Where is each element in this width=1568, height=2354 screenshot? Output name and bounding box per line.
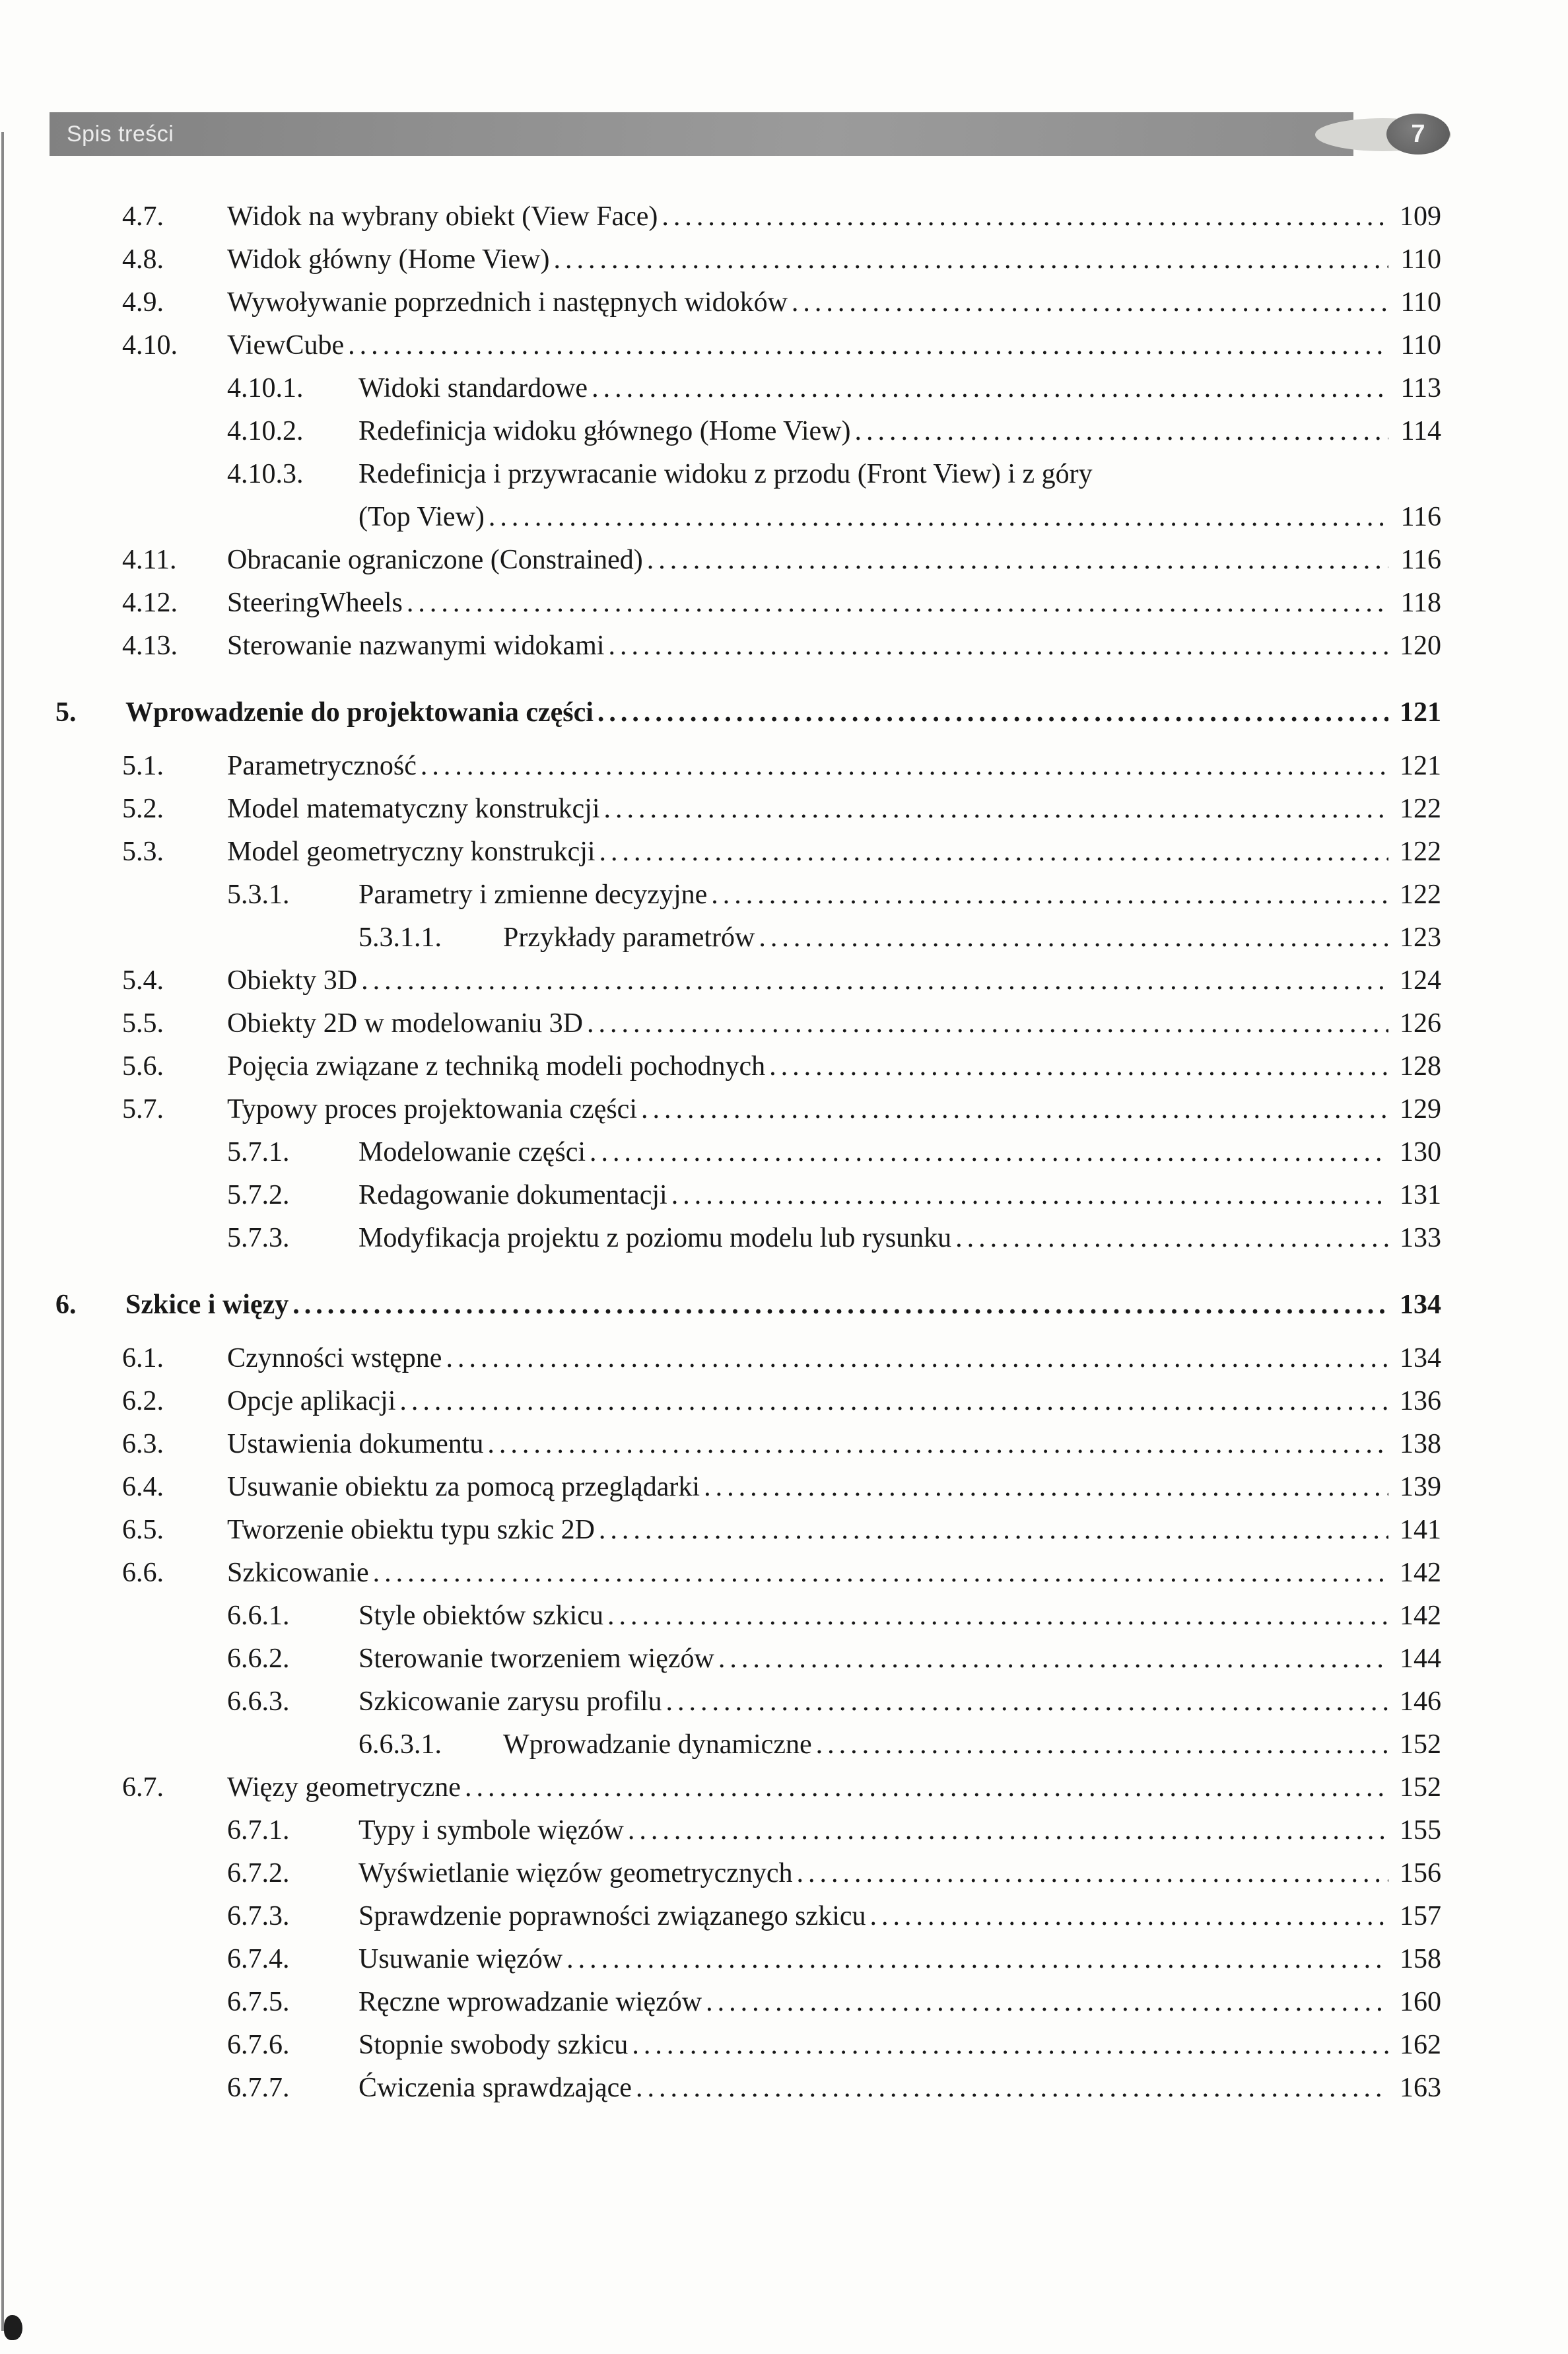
- toc-entry-title: Typy i symbole więzów: [358, 1815, 624, 1846]
- toc-row: [0, 1938, 1441, 1981]
- toc-row: [0, 1131, 1441, 1174]
- toc-entry-title: Wyświetlanie więzów geometrycznych: [358, 1858, 793, 1888]
- toc-entry-number: 6.6.2.: [227, 1644, 290, 1674]
- toc-entry-number: 6.7.1.: [227, 1815, 290, 1846]
- toc-entry-title: Obracanie ograniczone (Constrained): [227, 545, 643, 575]
- toc-leader-dots: [566, 1938, 1388, 1981]
- toc-leader-dots: [816, 1723, 1388, 1766]
- toc-leader-dots: [446, 1337, 1388, 1380]
- toc-leader-dots: [628, 1809, 1388, 1852]
- toc-list: [0, 195, 1568, 2110]
- toc-leader-dots: [597, 691, 1388, 734]
- toc-entry-title: Wprowadzanie dynamiczne: [503, 1729, 812, 1760]
- toc-entry-number: 6.: [55, 1290, 77, 1320]
- toc-entry-number: 4.10.3.: [227, 459, 304, 489]
- toc-entry-page: 122: [1400, 837, 1441, 867]
- toc-entry-page: 136: [1400, 1386, 1441, 1416]
- toc-leader-dots: [647, 539, 1388, 582]
- toc-entry-title: Sterowanie tworzeniem więzów: [358, 1644, 714, 1674]
- toc-entry-number: 4.10.: [122, 330, 178, 361]
- toc-entry-title: Parametry i zmienne decyzyjne: [358, 880, 708, 910]
- toc-leader-dots: [604, 788, 1388, 831]
- toc-leader-dots: [870, 1895, 1388, 1938]
- toc-row: [0, 917, 1441, 959]
- toc-entry-number: 6.4.: [122, 1472, 164, 1502]
- toc-row: [0, 1423, 1441, 1466]
- toc-row: [0, 1552, 1441, 1595]
- toc-leader-dots: [632, 2024, 1388, 2067]
- toc-entry-number: 4.12.: [122, 588, 178, 618]
- toc-row: [0, 410, 1441, 453]
- toc-entry-page: 152: [1400, 1772, 1441, 1803]
- toc-entry-number: 5.7.2.: [227, 1180, 290, 1210]
- toc-entry-page: 120: [1400, 631, 1441, 661]
- toc-row: [0, 874, 1441, 917]
- toc-leader-dots: [348, 324, 1388, 367]
- toc-entry-page: 155: [1400, 1815, 1441, 1846]
- toc-leader-dots: [607, 1595, 1388, 1638]
- toc-entry-number: 4.8.: [122, 244, 164, 275]
- toc-leader-dots: [592, 367, 1388, 410]
- toc-entry-number: 6.6.1.: [227, 1601, 290, 1631]
- toc-entry-title: Tworzenie obiektu typu szkic 2D: [227, 1515, 595, 1545]
- toc-leader-dots: [706, 1981, 1388, 2024]
- toc-entry-title: Szkicowanie: [227, 1558, 369, 1588]
- toc-row: [0, 2024, 1441, 2067]
- toc-row: [0, 788, 1441, 831]
- toc-entry-title: Redefinicja i przywracanie widoku z przodu (Front View) i z góry: [358, 459, 1093, 489]
- toc-leader-dots: [553, 238, 1388, 281]
- toc-entry-number: 5.3.1.: [227, 880, 290, 910]
- toc-entry-page: 134: [1400, 1343, 1441, 1373]
- toc-leader-dots: [599, 1509, 1388, 1552]
- toc-entry-number: 5.7.: [122, 1094, 164, 1125]
- toc-row: [0, 1217, 1441, 1260]
- toc-entry-title: Szkice i więzy: [125, 1290, 289, 1320]
- toc-entry-number: 5.5.: [122, 1008, 164, 1039]
- toc-row: [0, 1002, 1441, 1045]
- toc-row: [0, 367, 1441, 410]
- header-bar: [50, 112, 1353, 156]
- toc-row: [0, 496, 1441, 539]
- toc-row: [0, 1852, 1441, 1895]
- toc-entry-number: 5.3.: [122, 837, 164, 867]
- toc-entry-page: 110: [1400, 244, 1441, 275]
- toc-row: [0, 959, 1441, 1002]
- toc-entry-number: 4.10.2.: [227, 416, 304, 446]
- toc-entry-title: Typowy proces projektowania części: [227, 1094, 637, 1125]
- toc-entry-page: 156: [1400, 1858, 1441, 1888]
- toc-leader-dots: [718, 1638, 1388, 1680]
- toc-entry-title: Obiekty 3D: [227, 965, 358, 996]
- toc-entry-page: 146: [1400, 1686, 1441, 1717]
- toc-entry-number: 6.7.5.: [227, 1987, 290, 2017]
- toc-entry-page: 116: [1400, 545, 1441, 575]
- toc-row: [0, 831, 1441, 874]
- toc-row: [0, 1088, 1441, 1131]
- scan-artifact-left-edge: [1, 132, 4, 2331]
- toc-leader-dots: [711, 874, 1388, 917]
- toc-entry-title: Sprawdzenie poprawności związanego szkicu: [358, 1901, 866, 1931]
- toc-leader-dots: [792, 281, 1388, 324]
- toc-leader-dots: [361, 959, 1388, 1002]
- toc-leader-dots: [769, 1045, 1388, 1088]
- toc-entry-page: 152: [1400, 1729, 1441, 1760]
- toc-entry-page: 133: [1400, 1223, 1441, 1253]
- toc-row: [0, 1337, 1441, 1380]
- toc-entry-page: 121: [1400, 697, 1441, 728]
- toc-entry-number: 4.7.: [122, 201, 164, 232]
- toc-entry-page: 116: [1400, 502, 1441, 532]
- toc-row: [0, 1766, 1441, 1809]
- toc-entry-page: 124: [1400, 965, 1441, 996]
- toc-entry-page: 110: [1400, 330, 1441, 361]
- toc-row: [0, 1509, 1441, 1552]
- toc-entry-title: Pojęcia związane z techniką modeli pochodnych: [227, 1051, 766, 1082]
- toc-entry-page: 113: [1400, 373, 1441, 403]
- toc-entry-title: Sterowanie nazwanymi widokami: [227, 631, 605, 661]
- toc-row: [0, 1680, 1441, 1723]
- toc-row: [0, 1045, 1441, 1088]
- toc-row: [0, 582, 1441, 625]
- toc-row: [0, 324, 1441, 367]
- toc-entry-title: Więzy geometryczne: [227, 1772, 461, 1803]
- toc-leader-dots: [399, 1380, 1388, 1423]
- toc-row: [0, 539, 1441, 582]
- toc-leader-dots: [465, 1766, 1388, 1809]
- toc-entry-number: 6.6.3.1.: [358, 1729, 442, 1760]
- toc-entry-title: Widok na wybrany obiekt (View Face): [227, 201, 658, 232]
- toc-entry-number: 6.3.: [122, 1429, 164, 1459]
- toc-entry-title: Przykłady parametrów: [503, 922, 755, 953]
- toc-entry-page: 142: [1400, 1558, 1441, 1588]
- toc-leader-dots: [487, 1423, 1388, 1466]
- toc-entry-page: 144: [1400, 1644, 1441, 1674]
- toc-entry-title: Widoki standardowe: [358, 373, 588, 403]
- toc-entry-number: 5.7.1.: [227, 1137, 290, 1167]
- toc-entry-page: 129: [1400, 1094, 1441, 1125]
- toc-leader-dots: [292, 1284, 1388, 1327]
- toc-entry-number: 6.7.7.: [227, 2073, 290, 2103]
- toc-entry-title: Redefinicja widoku głównego (Home View): [358, 416, 851, 446]
- toc-entry-number: 6.7.: [122, 1772, 164, 1803]
- toc-entry-number: 5.: [55, 697, 77, 728]
- toc-leader-dots: [609, 625, 1388, 668]
- toc-entry-page: 121: [1400, 751, 1441, 781]
- toc-entry-page: 163: [1400, 2073, 1441, 2103]
- toc-entry-page: 110: [1400, 287, 1441, 318]
- toc-leader-dots: [636, 2067, 1388, 2110]
- toc-entry-page: 157: [1400, 1901, 1441, 1931]
- toc-entry-number: 5.6.: [122, 1051, 164, 1082]
- toc-entry-page: 123: [1400, 922, 1441, 953]
- toc-entry-page: 160: [1400, 1987, 1441, 2017]
- toc-row: [0, 1809, 1441, 1852]
- toc-entry-title: Wprowadzenie do projektowania części: [125, 697, 594, 728]
- toc-entry-number: 4.10.1.: [227, 373, 304, 403]
- header-title: Spis treści: [67, 121, 174, 147]
- toc-entry-title: Modyfikacja projektu z poziomu modelu lub rysunku: [358, 1223, 952, 1253]
- toc-entry-title: Ustawienia dokumentu: [227, 1429, 484, 1459]
- toc-row: [0, 745, 1441, 788]
- toc-row: [0, 1595, 1441, 1638]
- toc-entry-number: 4.11.: [122, 545, 177, 575]
- toc-leader-dots: [666, 1680, 1388, 1723]
- toc-entry-title: Usuwanie więzów: [358, 1944, 563, 1974]
- toc-entry-number: 6.2.: [122, 1386, 164, 1416]
- toc-row: [0, 1466, 1441, 1509]
- toc-entry-number: 5.7.3.: [227, 1223, 290, 1253]
- toc-leader-dots: [407, 582, 1388, 625]
- toc-row: [0, 453, 1441, 496]
- toc-leader-dots: [599, 831, 1388, 874]
- toc-row: [0, 625, 1441, 668]
- toc-row: [0, 1723, 1441, 1766]
- toc-row: [0, 238, 1441, 281]
- toc-entry-page: 141: [1400, 1515, 1441, 1545]
- toc-entry-number: 6.6.: [122, 1558, 164, 1588]
- toc-entry-page: 139: [1400, 1472, 1441, 1502]
- toc-row: [0, 1174, 1441, 1217]
- toc-entry-page: 114: [1400, 416, 1441, 446]
- toc-entry-page: 126: [1400, 1008, 1441, 1039]
- toc-entry-title: Czynności wstępne: [227, 1343, 442, 1373]
- toc-entry-title: Widok główny (Home View): [227, 244, 550, 275]
- toc-row: [0, 1380, 1441, 1423]
- toc-entry-page: 128: [1400, 1051, 1441, 1082]
- toc-entry-page: 158: [1400, 1944, 1441, 1974]
- toc-leader-dots: [662, 195, 1388, 238]
- toc-entry-title: (Top View): [358, 502, 485, 532]
- toc-entry-title: Model matematyczny konstrukcji: [227, 794, 600, 824]
- toc-entry-title: Wywoływanie poprzednich i następnych widoków: [227, 287, 788, 318]
- toc-entry-page: 118: [1400, 588, 1441, 618]
- toc-entry-page: 131: [1400, 1180, 1441, 1210]
- toc-row: [0, 1284, 1441, 1327]
- toc-entry-title: ViewCube: [227, 330, 345, 361]
- toc-leader-dots: [590, 1131, 1388, 1174]
- toc-leader-dots: [759, 917, 1388, 959]
- toc-row: [0, 1638, 1441, 1680]
- toc-entry-number: 4.9.: [122, 287, 164, 318]
- toc-entry-title: Szkicowanie zarysu profilu: [358, 1686, 662, 1717]
- toc-entry-number: 5.2.: [122, 794, 164, 824]
- toc-row: [0, 281, 1441, 324]
- page-number-badge: 7: [1386, 114, 1450, 155]
- toc-entry-number: 5.1.: [122, 751, 164, 781]
- toc-entry-title: Style obiektów szkicu: [358, 1601, 603, 1631]
- toc-leader-dots: [704, 1466, 1388, 1509]
- toc-entry-number: 6.5.: [122, 1515, 164, 1545]
- toc-leader-dots: [373, 1552, 1388, 1595]
- toc-row: [0, 691, 1441, 734]
- toc-entry-number: 6.7.2.: [227, 1858, 290, 1888]
- toc-entry-title: SteeringWheels: [227, 588, 403, 618]
- toc-entry-title: Ćwiczenia sprawdzające: [358, 2073, 632, 2103]
- toc-leader-dots: [797, 1852, 1388, 1895]
- scan-artifact-corner-mark: [4, 2315, 22, 2340]
- toc-entry-page: 142: [1400, 1601, 1441, 1631]
- toc-entry-page: 122: [1400, 794, 1441, 824]
- toc-entry-number: 6.6.3.: [227, 1686, 290, 1717]
- toc-entry-number: 6.7.6.: [227, 2030, 290, 2060]
- toc-entry-number: 4.13.: [122, 631, 178, 661]
- toc-entry-page: 134: [1400, 1290, 1441, 1320]
- toc-entry-title: Usuwanie obiektu za pomocą przeglądarki: [227, 1472, 700, 1502]
- toc-leader-dots: [489, 496, 1388, 539]
- toc-entry-title: Parametryczność: [227, 751, 417, 781]
- toc-entry-title: Modelowanie części: [358, 1137, 586, 1167]
- toc-entry-page: 130: [1400, 1137, 1441, 1167]
- toc-entry-page: 138: [1400, 1429, 1441, 1459]
- toc-entry-number: 6.7.4.: [227, 1944, 290, 1974]
- toc-entry-title: Model geometryczny konstrukcji: [227, 837, 596, 867]
- toc-leader-dots: [641, 1088, 1388, 1131]
- toc-entry-number: 5.3.1.1.: [358, 922, 442, 953]
- toc-row: [0, 195, 1441, 238]
- toc-entry-title: Redagowanie dokumentacji: [358, 1180, 667, 1210]
- toc-leader-dots: [955, 1217, 1388, 1260]
- toc-entry-number: 6.7.3.: [227, 1901, 290, 1931]
- toc-row: [0, 1981, 1441, 2024]
- toc-entry-page: 122: [1400, 880, 1441, 910]
- toc-entry-title: Opcje aplikacji: [227, 1386, 396, 1416]
- toc-entry-page: 162: [1400, 2030, 1441, 2060]
- toc-leader-dots: [421, 745, 1388, 788]
- toc-entry-number: 5.4.: [122, 965, 164, 996]
- toc-row: [0, 2067, 1441, 2110]
- toc-entry-title: Stopnie swobody szkicu: [358, 2030, 629, 2060]
- toc-row: [0, 1895, 1441, 1938]
- toc-entry-title: Obiekty 2D w modelowaniu 3D: [227, 1008, 583, 1039]
- toc-entry-page: 109: [1400, 201, 1441, 232]
- toc-entry-number: 6.1.: [122, 1343, 164, 1373]
- toc-leader-dots: [587, 1002, 1388, 1045]
- toc-leader-dots: [855, 410, 1388, 453]
- toc-leader-dots: [671, 1174, 1388, 1217]
- toc-entry-title: Ręczne wprowadzanie więzów: [358, 1987, 702, 2017]
